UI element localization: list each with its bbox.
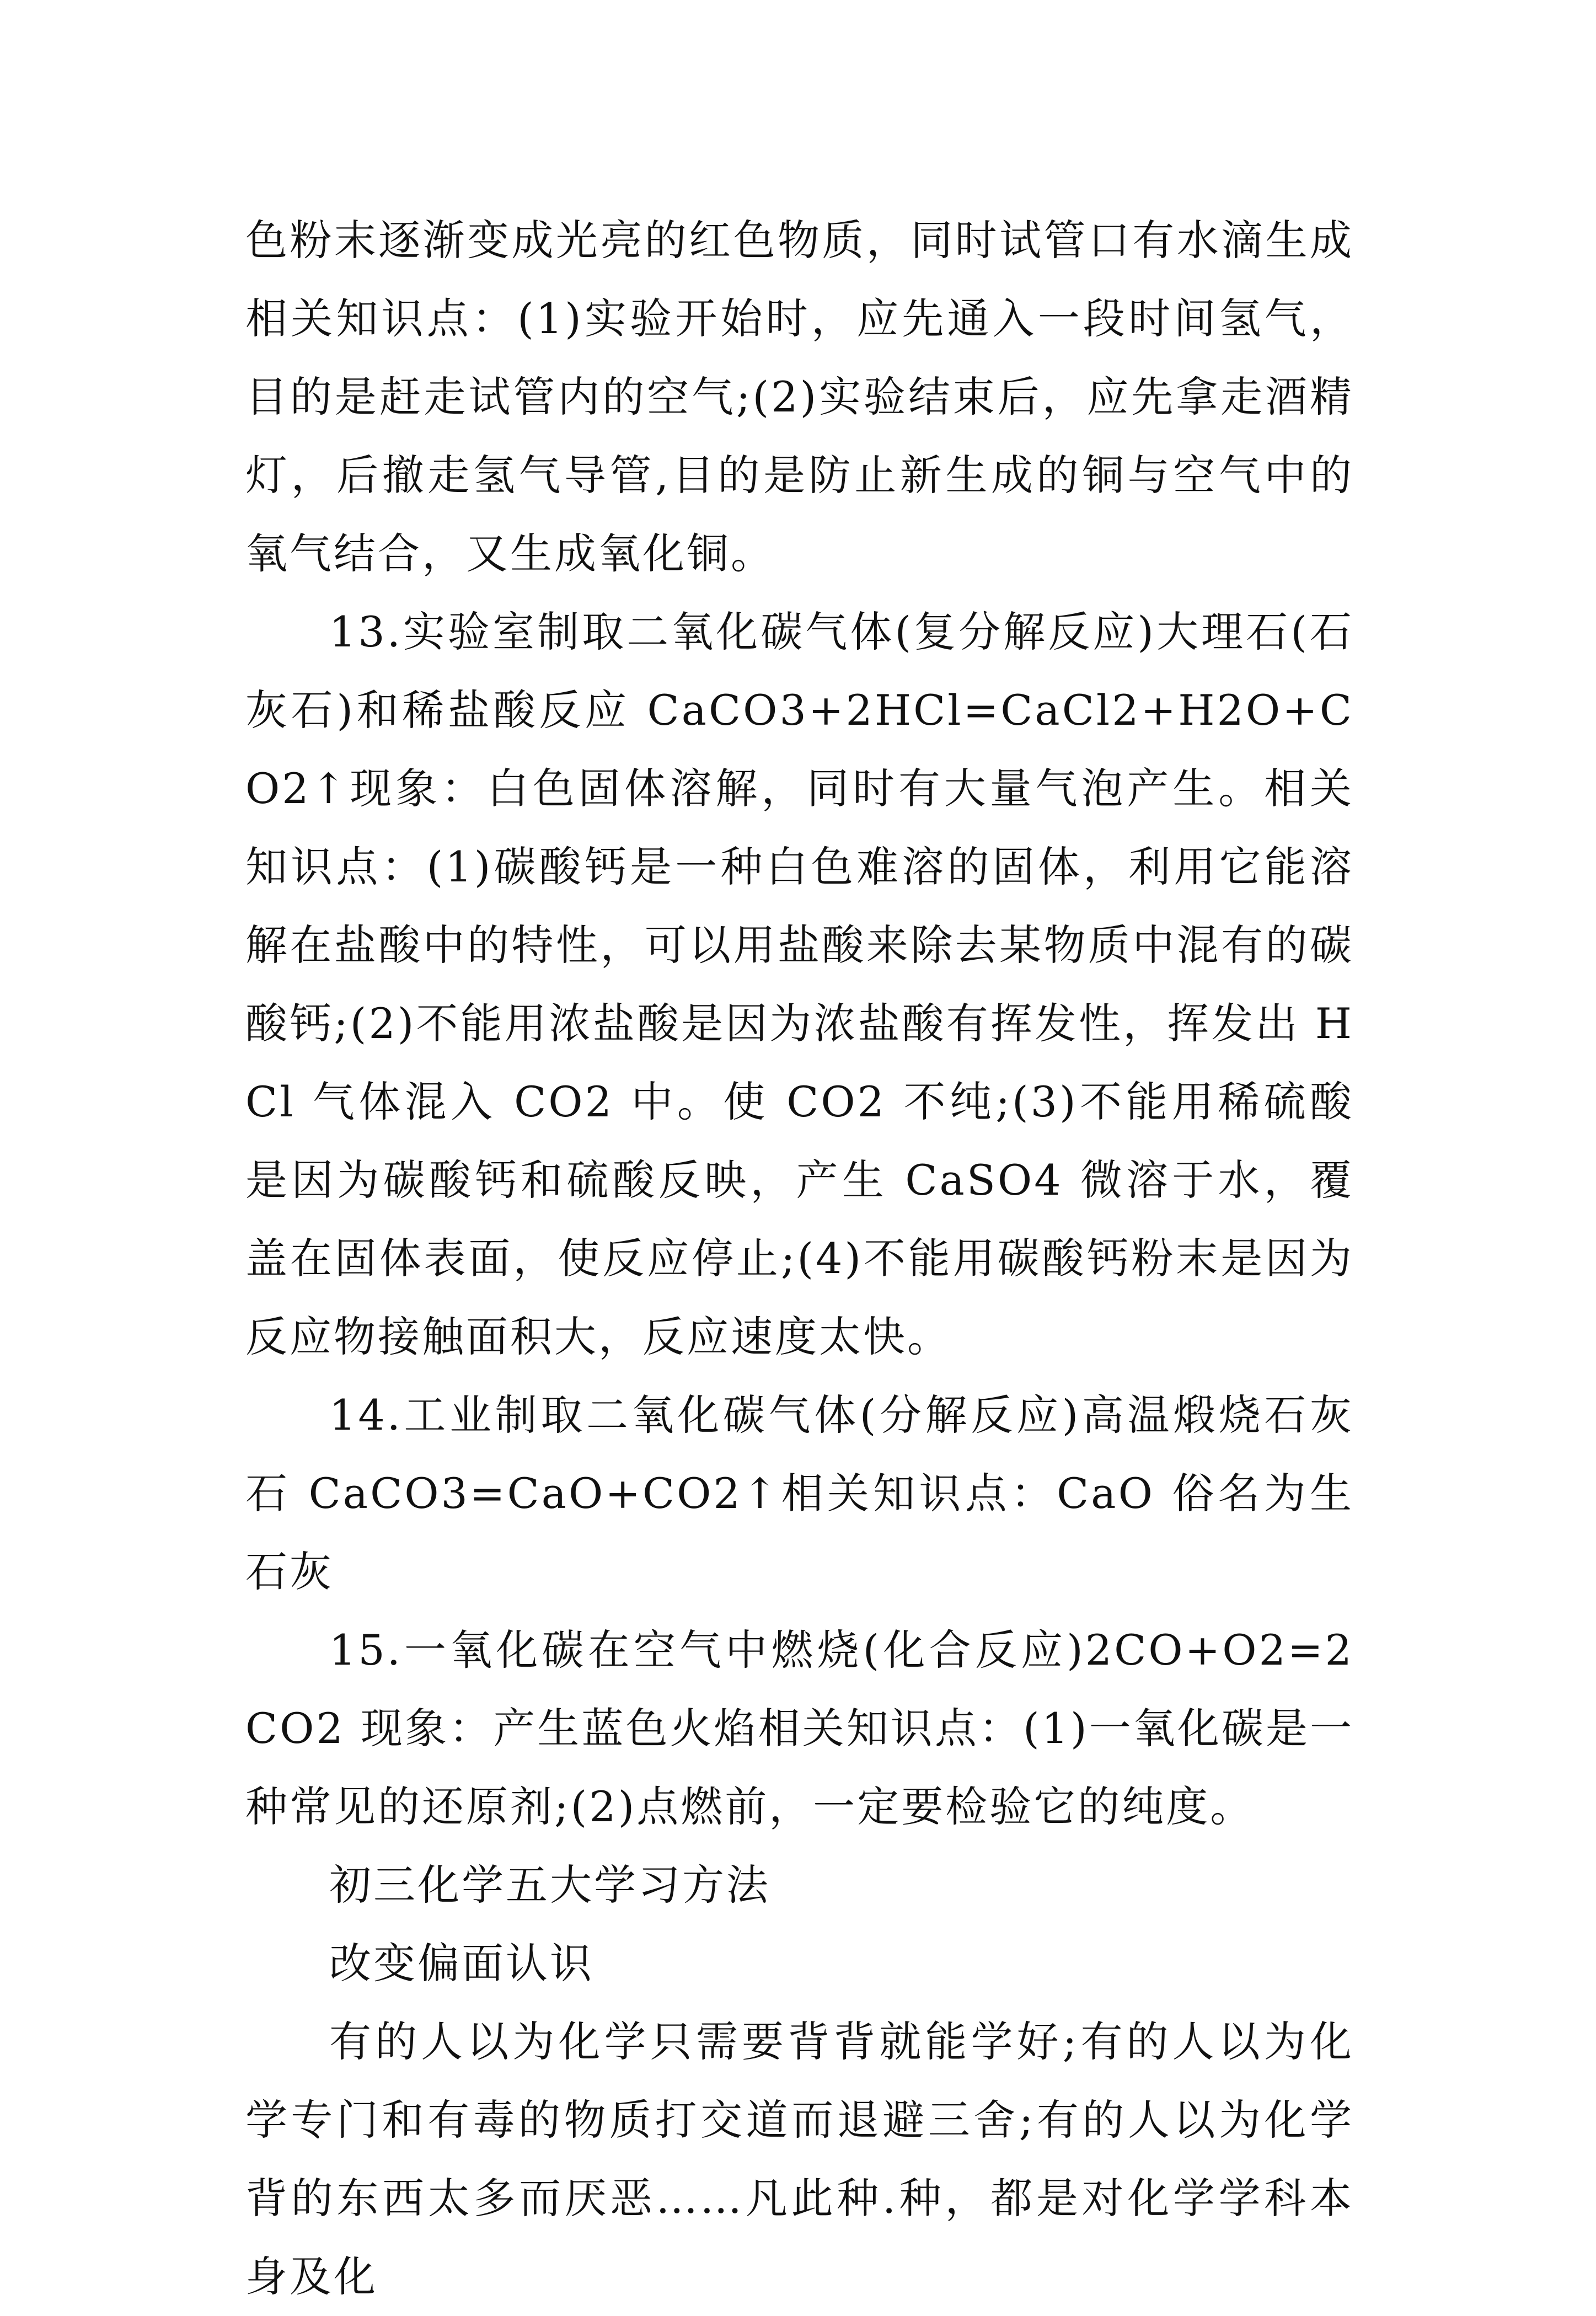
paragraph-15-co-combustion: 15.一氧化碳在空气中燃烧(化合反应)2CO+O2=2CO2 现象：产生蓝色火焰相关知识点：(1)一氧化碳是一种常见的还原剂;(2)点燃前，一定要检验它的纯度。 [245, 1625, 1354, 1831]
paragraph-misconceptions: 有的人以为化学只需要背背就能学好;有的人以为化学专门和有毒的物质打交道而退避三舍;有的人以为化学背的东西太多而厌恶……凡此种.种，都是对化学学科本身及化 [245, 2017, 1354, 2301]
section-heading: 初三化学五大学习方法 [329, 1860, 770, 1910]
document-body [245, 201, 1354, 2316]
subheading: 改变偏面认识 [329, 1939, 594, 1988]
paragraph-13-lab-co2: 13.实验室制取二氧化碳气体(复分解反应)大理石(石灰石)和稀盐酸反应 CaCO3+2HCl=CaCl2+H2O+CO2↑现象：白色固体溶解，同时有大量气泡产生。相关知识点：(1)碳酸钙是一种白色难溶的固体，利用它能溶解在盐酸中的特性，可以用盐酸来除去某物质中混有的碳酸钙;(2)不能用浓盐酸是因为浓盐酸有挥发性，挥发出 HCl 气体混入 CO2 中。使 CO2 不纯;(3)不能用稀硫酸是因为碳酸钙和硫酸反映，产生 CaSO4 微溶于水，覆盖在固体表面，使反应停止;(4)不能用碳酸钙粉末是因为反应物接触面积大，反应速度太快。 [245, 607, 1354, 1361]
paragraph-14-industrial-co2: 14.工业制取二氧化碳气体(分解反应)高温煅烧石灰石 CaCO3=CaO+CO2↑相关知识点：CaO 俗名为生石灰 [245, 1390, 1354, 1596]
paragraph-hydrogen-reduction: 色粉末逐渐变成光亮的红色物质，同时试管口有水滴生成相关知识点：(1)实验开始时，应先通入一段时间氢气，目的是赶走试管内的空气;(2)实验结束后，应先拿走酒精灯，后撤走氢气导管,目的是防止新生成的铜与空气中的氧气结合，又生成氧化铜。 [245, 216, 1354, 578]
